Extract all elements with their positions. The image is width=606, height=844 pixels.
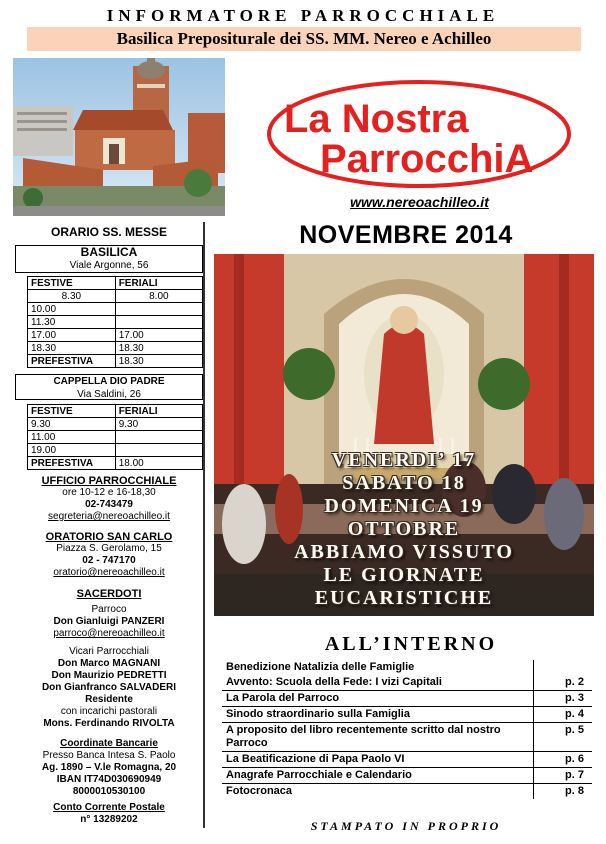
table-cell: 9.30 [28, 418, 116, 431]
table-row [28, 329, 203, 342]
toc-item-page: p. 2 [565, 676, 584, 688]
table-cell [115, 316, 202, 329]
issue-month: NOVEMBRE 2014 [299, 221, 513, 249]
overlay-line: DOMENICA 19 [324, 495, 484, 517]
table-cell: 17.00 [115, 329, 202, 342]
oratorio-email[interactable]: oratorio@nereoachilleo.it [53, 567, 165, 578]
mass-schedule-title: ORARIO SS. MESSE [50, 225, 168, 239]
table-row [28, 290, 203, 303]
basilica-name: BASILICA [80, 245, 138, 259]
basilica-photo [13, 58, 225, 216]
table-header: FERIALI [115, 405, 202, 418]
table-cell: 10.00 [28, 303, 116, 316]
toc-title: ALL’INTERNO [324, 633, 498, 655]
sacerdoti-block [13, 588, 205, 730]
table-cell: 18.00 [115, 457, 202, 470]
table-cell: 11.00 [28, 431, 116, 444]
ufficio-phone: 02-743479 [85, 499, 133, 510]
table-cell: 18.30 [115, 342, 202, 355]
table-row [28, 457, 203, 470]
toc-item-text: Anagrafe Parrocchiale e Calendario [222, 768, 534, 783]
overlay-line: OTTOBRE [347, 518, 461, 540]
residente-note: con incarichi pastorali [60, 706, 158, 717]
toc-item-text: Sinodo straordinario sulla Famiglia [222, 707, 534, 722]
table-row [28, 277, 203, 290]
basilica-header [15, 245, 203, 273]
vicario-name: Don Marco MAGNANI [57, 658, 161, 669]
toc-item-text: Fotocronaca [222, 784, 534, 799]
sacerdoti-title: SACERDOTI [76, 588, 142, 600]
table-header: FESTIVE [28, 277, 116, 290]
cappella-name: CAPPELLA DIO PADRE [53, 376, 165, 387]
toc-item-text: A proposito del libro recentemente scritto dal nostro Parroco [222, 723, 534, 751]
table-cell: 17.00 [28, 329, 116, 342]
ufficio-block [13, 475, 205, 523]
cappella-header [15, 374, 203, 400]
postale-number: n° 13289202 [80, 814, 138, 825]
website-link[interactable]: www.nereoachilleo.it [350, 194, 489, 210]
oratorio-title: ORATORIO SAN CARLO [45, 531, 173, 543]
table-cell: PREFESTIVA [28, 457, 116, 470]
table-cell: 8.00 [115, 290, 202, 303]
table-row [28, 355, 203, 368]
toc-item-page: p. 5 [565, 724, 584, 736]
toc-item-page: p. 6 [565, 753, 584, 765]
oratorio-address: Piazza S. Gerolamo, 15 [56, 543, 162, 554]
table-cell: 11.30 [28, 316, 116, 329]
bancarie-line: Ag. 1890 – V.le Romagna, 20 [41, 762, 177, 773]
residente-label: Residente [85, 694, 133, 705]
bancarie-line: Presso Banca Intesa S. Paolo [42, 750, 176, 761]
table-cell [115, 431, 202, 444]
basilica-address: Viale Argonne, 56 [69, 260, 149, 271]
toc-item[interactable] [222, 660, 592, 675]
sidebar [13, 222, 205, 828]
toc-item[interactable] [222, 675, 592, 691]
vicario-name: Don Gianfranco SALVADERI [41, 682, 177, 693]
overlay-line: ABBIAMO VISSUTO [294, 541, 514, 563]
toc-item[interactable] [222, 752, 592, 768]
toc-item[interactable] [222, 707, 592, 723]
masthead-top-title: INFORMATORE PARROCCHIALE [106, 6, 500, 25]
table-of-contents [222, 660, 592, 799]
toc-item-page: p. 4 [565, 708, 584, 720]
bancarie-line: 8000010530100 [72, 786, 146, 797]
bancarie-title: Coordinate Bancarie [60, 738, 158, 749]
masthead-subtitle: Basilica Prepositurale dei SS. MM. Nereo e Achilleo [27, 27, 581, 51]
toc-item-text: Benedizione Natalizia delle Famiglie [222, 660, 534, 675]
table-row [28, 431, 203, 444]
table-row [28, 405, 203, 418]
logo-line2: ParrocchiA [320, 137, 534, 181]
table-cell [115, 444, 202, 457]
bancarie-block [13, 738, 205, 826]
table-cell: 18.30 [115, 355, 202, 368]
bancarie-line: IBAN IT74D030690949 [56, 774, 162, 785]
table-row [28, 342, 203, 355]
toc-item[interactable] [222, 768, 592, 784]
logo-line1: La Nostra [284, 97, 469, 141]
residente-name: Mons. Ferdinando RIVOLTA [43, 718, 175, 729]
table-header: FESTIVE [28, 405, 116, 418]
vicari-label: Vicari Parrocchiali [69, 646, 149, 657]
la-nostra-parrocchia-logo [262, 74, 577, 194]
toc-item-text: La Parola del Parroco [222, 691, 534, 706]
table-cell: 18.30 [28, 342, 116, 355]
eucharistic-days-overlay [214, 449, 594, 610]
toc-item[interactable] [222, 723, 592, 752]
toc-item-text: Avvento: Scuola della Fede: I vizi Capitali [222, 675, 534, 690]
table-header: FERIALI [115, 277, 202, 290]
table-cell [115, 303, 202, 316]
overlay-line: LE GIORNATE [323, 564, 485, 586]
parroco-email[interactable]: parroco@nereoachilleo.it [53, 628, 165, 639]
table-cell: 9.30 [115, 418, 202, 431]
cappella-mass-table [27, 404, 203, 470]
table-cell: 19.00 [28, 444, 116, 457]
postale-title: Conto Corrente Postale [53, 802, 165, 813]
table-row [28, 444, 203, 457]
table-row [28, 418, 203, 431]
toc-item-text: La Beatificazione di Papa Paolo VI [222, 752, 534, 767]
printed-in-house-note: STAMPATO IN PROPRIO [310, 819, 502, 833]
toc-item[interactable] [222, 784, 592, 799]
parroco-label: Parroco [91, 604, 127, 615]
toc-item-page: p. 3 [565, 692, 584, 704]
oratorio-block [13, 531, 205, 579]
basilica-mass-table [27, 276, 203, 368]
vicario-name: Don Maurizio PEDRETTI [51, 670, 167, 681]
toc-item-page: p. 8 [565, 785, 584, 797]
table-row [28, 303, 203, 316]
parroco-name: Don Gianluigi PANZERI [53, 616, 165, 627]
overlay-line: SABATO 18 [342, 472, 466, 494]
table-cell: 8.30 [28, 290, 116, 303]
oratorio-phone: 02 - 747170 [82, 555, 136, 566]
ufficio-hours: ore 10-12 e 16-18,30 [62, 487, 156, 498]
overlay-line: EUCARISTICHE [314, 587, 494, 609]
table-cell: PREFESTIVA [28, 355, 116, 368]
toc-item[interactable] [222, 691, 592, 707]
table-row [28, 316, 203, 329]
cappella-address: Via Saldini, 26 [77, 389, 141, 400]
ufficio-title: UFFICIO PARROCCHIALE [41, 475, 177, 487]
ufficio-email[interactable]: segreteria@nereoachilleo.it [48, 511, 170, 522]
toc-item-page: p. 7 [565, 769, 584, 781]
overlay-line: VENERDI’ 17 [331, 449, 477, 471]
